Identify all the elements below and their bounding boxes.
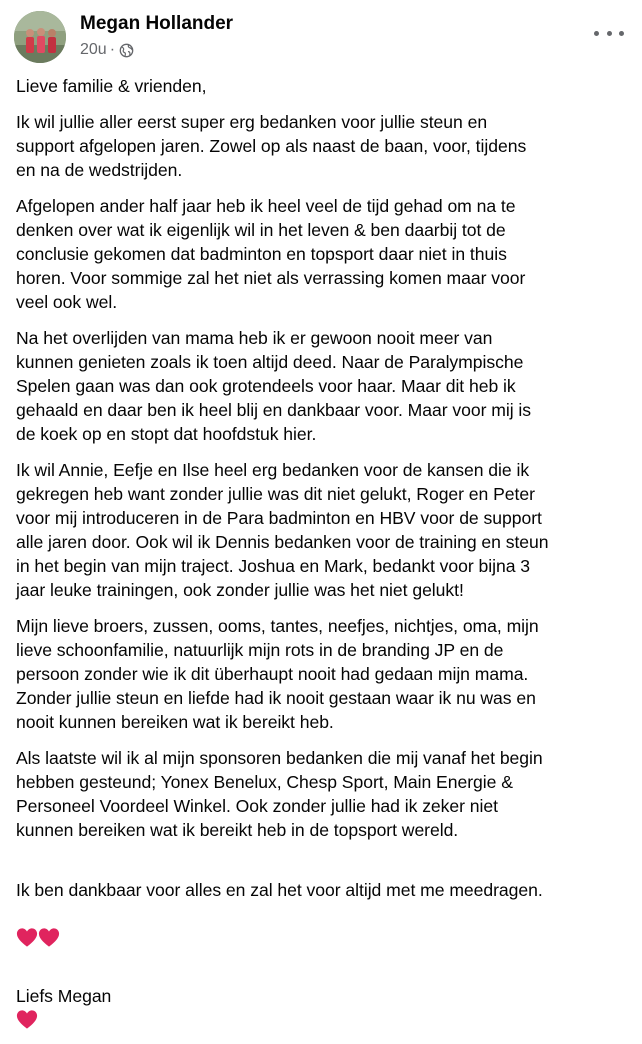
- red-heart-icon: [16, 1009, 38, 1030]
- red-heart-icon: [38, 927, 60, 948]
- post-paragraph: Afgelopen ander half jaar heb ik heel veel de tijd gehad om na te denken over wat ik eigenlijk wil in het leven & ben daarbij tot de conclusie gekomen dat badminton en topsport daar niet in thuis horen. Voor sommige zal het niet als verrassing komen maar voor veel ook wel.: [16, 196, 526, 312]
- post-signoff: [16, 960, 628, 1032]
- post-header: [0, 0, 642, 74]
- post-signoff-text: Liefs Megan: [16, 986, 112, 1006]
- post-body: [16, 74, 628, 1044]
- post-meta: [80, 40, 134, 60]
- post-paragraph: Na het overlijden van mama heb ik er gewoon nooit meer van kunnen genieten zoals ik toen altijd deed. Naar de Paralympische Spelen gaan was dan ook grotendeels voor haar. Maar dit heb ik gehaald en daar ben ik heel blij en dankbaar voor. Maar voor mij is de koek op en stopt dat hoofdstuk hier.: [16, 328, 531, 444]
- post-greeting: Lieve familie & vrienden,: [16, 76, 207, 96]
- post-paragraph: Mijn lieve broers, zussen, ooms, tantes, neefjes, nichtjes, oma, mijn lieve schoonfamilie, natuurlijk mijn rots in de branding JP en de persoon zonder wie ik dit überhaupt nooit had gedaan mijn mama. Zonder jullie steun en liefde had ik nooit gestaan waar ik nu was en nooit kunnen bereiken wat ik bereikt heb.: [16, 616, 539, 732]
- post-closing: [16, 854, 628, 950]
- globe-icon[interactable]: [119, 43, 134, 58]
- author-name[interactable]: Megan Hollander: [80, 13, 234, 34]
- more-horizontal-icon: [594, 31, 599, 36]
- more-options-button[interactable]: [594, 22, 624, 44]
- avatar-photo: [14, 11, 66, 63]
- post-paragraph: Ik wil jullie aller eerst super erg bedanken voor jullie steun en support afgelopen jaren. Zowel op als naast de baan, voor, tijdens en na de wedstrijden.: [16, 112, 527, 180]
- post-time[interactable]: 20u: [80, 41, 107, 58]
- post-paragraph: Ik wil Annie, Eefje en Ilse heel erg bedanken voor de kansen die ik gekregen heb want zonder jullie was dit niet gelukt, Roger en Peter voor mij introduceren in de Para badminton en HBV voor de support alle jaren door. Ook wil ik Dennis bedanken voor de training en steun in het begin van mijn traject. Joshua en Mark, bedankt voor bijna 3 jaar leuke trainingen, ook zonder jullie was het niet gelukt!: [16, 460, 549, 600]
- post-closing-text: Ik ben dankbaar voor alles en zal het voor altijd met me meedragen.: [16, 880, 543, 900]
- post-paragraph: Als laatste wil ik al mijn sponsoren bedanken die mij vanaf het begin hebben gesteund; Yonex Benelux, Chesp Sport, Main Energie & Personeel Voordeel Winkel. Ook zonder jullie had ik zeker niet kunnen bereiken wat ik bereikt heb in de topsport wereld.: [16, 748, 543, 840]
- more-horizontal-icon: [619, 31, 624, 36]
- meta-separator: ·: [109, 41, 116, 58]
- more-horizontal-icon: [607, 31, 612, 36]
- avatar[interactable]: [14, 11, 66, 63]
- red-heart-icon: [16, 927, 38, 948]
